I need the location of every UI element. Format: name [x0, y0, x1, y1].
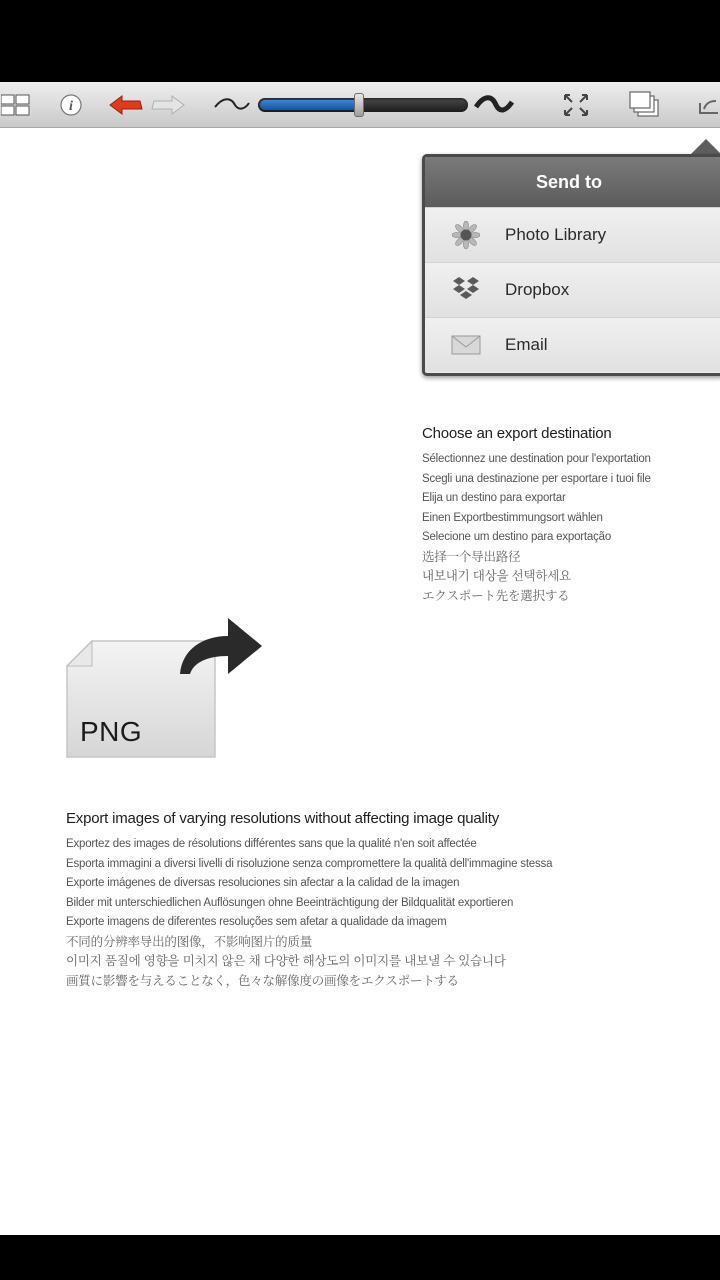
info-button[interactable]	[56, 82, 86, 128]
brush-size-slider[interactable]	[258, 94, 468, 114]
export-resolution-line: 不同的分辨率导出的图像，不影响图片的质量	[66, 934, 313, 949]
brush-size-large-icon	[474, 94, 514, 116]
email-label: Email	[505, 335, 548, 354]
export-resolution-line: Exporte imágenes de diversas resoluciones sin afectar a la calidad de la imagen	[66, 877, 460, 889]
layers-icon	[628, 91, 660, 119]
export-resolution-line: Bilder mit unterschiedlichen Auflösungen ohne Beeinträchtigung der Bildqualität exportieren	[66, 896, 514, 909]
send-to-popup	[422, 154, 720, 376]
dropbox-icon	[451, 275, 481, 305]
share-button[interactable]	[696, 82, 720, 128]
export-destination-line: 选择一个导出路径	[422, 549, 521, 564]
popup-title: Send to	[425, 157, 720, 207]
brush-size-small-icon	[213, 95, 251, 115]
export-resolution-line: Exporte imagens de diferentes resoluções sem afetar a qualidade da imagem	[66, 916, 447, 928]
export-resolution-line: 이미지 품질에 영향을 미치지 않은 채 다양한 해상도의 이미지를 내보낼 수 있습니다	[66, 954, 506, 968]
layers-button[interactable]	[626, 82, 662, 128]
dropbox-label: Dropbox	[505, 280, 570, 299]
export-destination-text	[422, 425, 651, 606]
export-destination-line: Sélectionnez une destination pour l'exportation	[422, 453, 651, 465]
slider-fill	[260, 100, 359, 110]
export-destination-line: 내보내기 대상을 선택하세요	[422, 569, 572, 583]
sunflower-icon	[451, 220, 481, 250]
redo-button[interactable]	[148, 82, 188, 128]
export-resolution-line: 画質に影響を与えることなく，色々な解像度の画像をエクスポートする	[66, 973, 459, 988]
export-destination-line: Scegli una destinazione per esportare i tuoi file	[422, 472, 651, 485]
navigation-bar-area	[0, 1235, 720, 1280]
export-destination-title: Choose an export destination	[422, 425, 612, 442]
export-destination-line: Einen Exportbestimmungsort wählen	[422, 511, 603, 524]
export-arrow-icon	[176, 616, 264, 676]
brush-size-large-button[interactable]	[472, 82, 516, 128]
export-destination-line: Elija un destino para exportar	[422, 492, 566, 504]
info-icon	[60, 94, 82, 116]
export-resolution-line: Exportez des images de résolutions différentes sans que la qualité n'en soit affectée	[66, 838, 477, 850]
redo-icon	[150, 93, 186, 117]
export-resolution-line: Esporta immagini a diversi livelli di risoluzione senza compromettere la qualità dell'immagine stessa	[66, 857, 553, 870]
export-resolution-title: Export images of varying resolutions without affecting image quality	[66, 810, 500, 827]
grid-icon	[1, 93, 31, 117]
popup-pointer	[691, 139, 720, 154]
status-bar-area	[0, 0, 720, 82]
export-resolution-text	[66, 810, 552, 991]
undo-icon	[108, 93, 144, 117]
send-to-dropbox[interactable]	[425, 262, 720, 317]
gallery-button[interactable]	[0, 82, 32, 128]
photo-library-label: Photo Library	[505, 225, 607, 244]
send-to-email[interactable]	[425, 317, 720, 372]
envelope-icon	[451, 330, 481, 360]
slider-thumb[interactable]	[354, 93, 364, 117]
svg-text:i: i	[69, 99, 73, 114]
png-label: PNG	[80, 716, 143, 747]
fullscreen-icon	[562, 92, 590, 118]
send-to-photo-library[interactable]	[425, 207, 720, 262]
fullscreen-button[interactable]	[560, 82, 592, 128]
brush-size-small-button[interactable]	[212, 82, 252, 128]
toolbar	[0, 82, 720, 128]
share-icon	[696, 93, 720, 117]
app-content	[0, 82, 720, 1235]
export-destination-line: Selecione um destino para exportação	[422, 531, 612, 543]
export-destination-line: エクスポート先を選択する	[422, 588, 570, 603]
undo-button[interactable]	[106, 82, 146, 128]
